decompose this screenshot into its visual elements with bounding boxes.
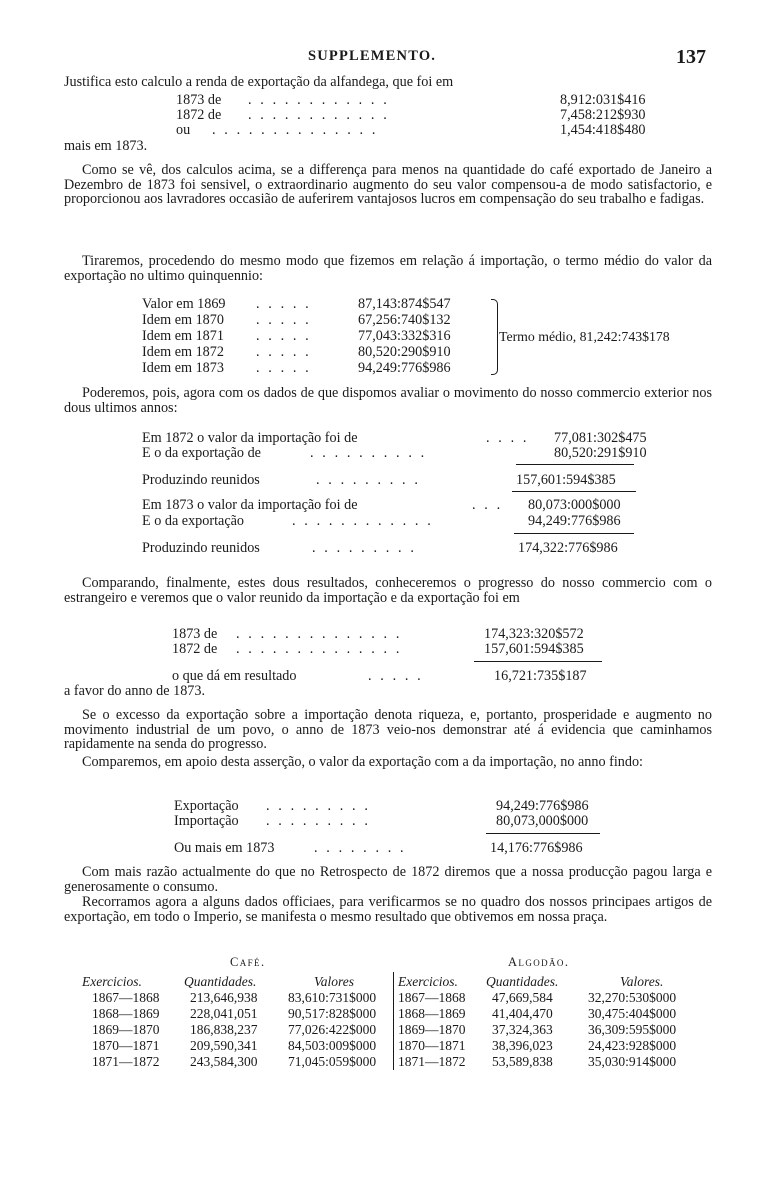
table-header: Exercicios. [82, 974, 142, 989]
leader-dots: . . . . . . . . . . . . [248, 92, 390, 108]
compare-value: 157,601:594$385 [484, 641, 584, 657]
termo-medio: Termo médio, 81,242:743$178 [499, 329, 670, 344]
page-number: 137 [676, 46, 706, 68]
table-cell: 186,838,237 [190, 1022, 258, 1037]
table-cell: 1868—1869 [398, 1006, 466, 1021]
paragraph: Comparando, finalmente, estes dous resultados, conheceremos o progresso do nosso commercio com o estrangeiro e veremos que o valor reunido da importação e da exportação foi em [64, 575, 712, 606]
paragraph: Tiraremos, procedendo do mesmo modo que fizemos em relação á importação, o termo médio do valor da exportação no ultimo quinquennio: [64, 253, 712, 284]
table-cell: 1871—1872 [398, 1054, 466, 1069]
table-header: Quantidades. [486, 974, 559, 989]
table-cell: 1867—1868 [398, 990, 466, 1005]
expimp-value: 80,073,000$000 [496, 813, 589, 829]
block1873-value: 80,073:000$000 [528, 497, 621, 513]
sum-rule [512, 491, 636, 492]
table-cell: 243,584,300 [190, 1054, 258, 1069]
table-cell: 209,590,341 [190, 1038, 258, 1053]
expimp-label: Exportação [174, 798, 239, 814]
leader-dots: . . . . . [256, 312, 312, 328]
quinquennio-label: Idem em 1872 [142, 344, 224, 360]
table-cell: 1869—1870 [92, 1022, 160, 1037]
table-cell: 84,503:009$000 [288, 1038, 377, 1053]
sum-rule [514, 533, 634, 534]
expimp-total-label: Ou mais em 1873 [174, 840, 275, 856]
table-cell: 1870—1871 [92, 1038, 160, 1053]
leader-dots: . . . . [486, 430, 530, 446]
compare-result-label: o que dá em resultado [172, 668, 297, 684]
block1872-total-value: 157,601:594$385 [516, 472, 616, 488]
sum-rule [486, 833, 600, 834]
expimp-total-value: 14,176:776$986 [490, 840, 583, 856]
table-cell: 47,669,584 [492, 990, 553, 1005]
table-cell: 1870—1871 [398, 1038, 466, 1053]
block1873-value: 94,249:776$986 [528, 513, 621, 529]
paragraph: Poderemos, pois, agora com os dados de que dispomos avaliar o movimento do nosso commercio exterior nos dous ultimos annos: [64, 385, 712, 416]
expimp-value: 94,249:776$986 [496, 798, 589, 814]
compare-result-value: 16,721:735$187 [494, 668, 587, 684]
table-header: Quantidades. [184, 974, 257, 989]
intro-row-value: 1,454:418$480 [560, 122, 646, 138]
block1873-label: Em 1873 o valor da importação foi de [142, 497, 358, 513]
table-cell: 213,646,938 [190, 990, 258, 1005]
paragraph: Recorramos agora a alguns dados officiaes, para verificarmos se no quadro dos nossos principaes artigos de exportação, em todo o Imperio, se manifesta o mesmo resultado que obtivemos em nossa praça. [64, 894, 712, 925]
table-cell: 71,045:059$000 [288, 1054, 377, 1069]
table-cell: 77,026:422$000 [288, 1022, 377, 1037]
intro-row-label: ou [176, 122, 191, 138]
table-cell: 41,404,470 [492, 1006, 553, 1021]
leader-dots: . . . . . [256, 328, 312, 344]
table-cell: 32,270:530$000 [588, 990, 677, 1005]
leader-dots: . . . . . . . . . . . . . . [212, 122, 378, 138]
leader-dots: . . . . . . . . . [266, 813, 371, 829]
intro-row-label: 1872 de [176, 107, 222, 123]
table-cell: 1867—1868 [92, 990, 160, 1005]
block1872-value: 80,520:291$910 [554, 445, 647, 461]
block1873-label: E o da exportação [142, 513, 245, 529]
quinquennio-label: Idem em 1871 [142, 328, 224, 344]
intro-tail: mais em 1873. [64, 138, 148, 154]
leader-dots: . . . . . . . . . . [310, 445, 427, 461]
intro-row-label: 1873 de [176, 92, 222, 108]
leader-dots: . . . . . [256, 296, 312, 312]
running-title: SUPPLEMENTO. [308, 48, 437, 64]
intro-row-value: 7,458:212$930 [560, 107, 646, 123]
paragraph: Com mais razão actualmente do que no Retrospecto de 1872 diremos que a nossa producção pagou larga e generosamente o consumo. [64, 864, 712, 895]
block1872-label: E o da exportação de [142, 445, 261, 461]
block1872-total-label: Produzindo reunidos [142, 472, 260, 488]
paragraph: Se o excesso da exportação sobre a importação denota riqueza, e, portanto, prosperidade e augmento no movimento industrial de um povo, o anno de 1873 veio-nos demonstrar até á evidencia que caminhamos rapidamente na senda do progresso. [64, 707, 712, 752]
leader-dots: . . . . . . . . . . . . [248, 107, 390, 123]
leader-dots: . . . . . . . . . [266, 798, 371, 814]
table-cell: 35,030:914$000 [588, 1054, 677, 1069]
block1873-total-label: Produzindo reunidos [142, 540, 260, 556]
leader-dots: . . . . . . . . [314, 840, 407, 856]
table-cell: 30,475:404$000 [588, 1006, 677, 1021]
algodao-title: Algodão. [508, 955, 570, 969]
table-cell: 24,423:928$000 [588, 1038, 677, 1053]
quinquennio-value: 80,520:290$910 [358, 344, 451, 360]
paragraph: Como se vê, dos calculos acima, se a differença para menos na quantidade do café exportado de Janeiro a Dezembro de 1873 foi sensivel, o extraordinario augmento do seu valor compensou-a de modo satisfactorio, e proporcionou aos lavradores occasião de auferirem vantajosos lucros em compensação do seu trabalho e fadigas. [64, 162, 712, 207]
table-cell: 83,610:731$000 [288, 990, 377, 1005]
block1872-value: 77,081:302$475 [554, 430, 647, 446]
leader-dots: . . . . . [256, 344, 312, 360]
paragraph: Comparemos, em apoio desta asserção, o valor da exportação com a da importação, no anno findo: [82, 754, 644, 770]
table-cell: 90,517:828$000 [288, 1006, 377, 1021]
table-cell: 1869—1870 [398, 1022, 466, 1037]
cafe-title: Café. [230, 955, 266, 969]
table-cell: 38,396,023 [492, 1038, 553, 1053]
table-header: Valores [314, 974, 354, 989]
quinquennio-value: 67,256:740$132 [358, 312, 451, 328]
leader-dots: . . . . . [368, 668, 424, 684]
sum-rule [474, 661, 602, 662]
quinquennio-value: 87,143:874$547 [358, 296, 451, 312]
block1872-label: Em 1872 o valor da importação foi de [142, 430, 358, 446]
table-cell: 53,589,838 [492, 1054, 553, 1069]
quinquennio-label: Valor em 1869 [142, 296, 226, 312]
compare-label: 1872 de [172, 641, 218, 657]
compare-label: 1873 de [172, 626, 218, 642]
intro-line: Justifica esto calculo a renda de exportação da alfandega, que foi em [64, 74, 454, 90]
expimp-label: Importação [174, 813, 239, 829]
sum-rule [516, 464, 634, 465]
compare-value: 174,323:320$572 [484, 626, 584, 642]
table-header: Exercicios. [398, 974, 458, 989]
quinquennio-label: Idem em 1870 [142, 312, 224, 328]
quinquennio-value: 94,249:776$986 [358, 360, 451, 376]
brace [491, 299, 498, 375]
leader-dots: . . . . . . . . . [312, 540, 417, 556]
quinquennio-label: Idem em 1873 [142, 360, 224, 376]
leader-dots: . . . [472, 497, 503, 513]
table-cell: 37,324,363 [492, 1022, 553, 1037]
table-cell: 228,041,051 [190, 1006, 258, 1021]
leader-dots: . . . . . . . . . . . . [292, 513, 434, 529]
table-cell: 36,309:595$000 [588, 1022, 677, 1037]
table-cell: 1871—1872 [92, 1054, 160, 1069]
block1873-total-value: 174,322:776$986 [518, 540, 618, 556]
leader-dots: . . . . . . . . . . . . . . [236, 626, 402, 642]
intro-row-value: 8,912:031$416 [560, 92, 646, 108]
leader-dots: . . . . . . . . . [316, 472, 421, 488]
table-divider [393, 972, 394, 1070]
table-header: Valores. [620, 974, 664, 989]
leader-dots: . . . . . . . . . . . . . . [236, 641, 402, 657]
leader-dots: . . . . . [256, 360, 312, 376]
compare-tail: a favor do anno de 1873. [64, 683, 206, 699]
quinquennio-value: 77,043:332$316 [358, 328, 451, 344]
table-cell: 1868—1869 [92, 1006, 160, 1021]
